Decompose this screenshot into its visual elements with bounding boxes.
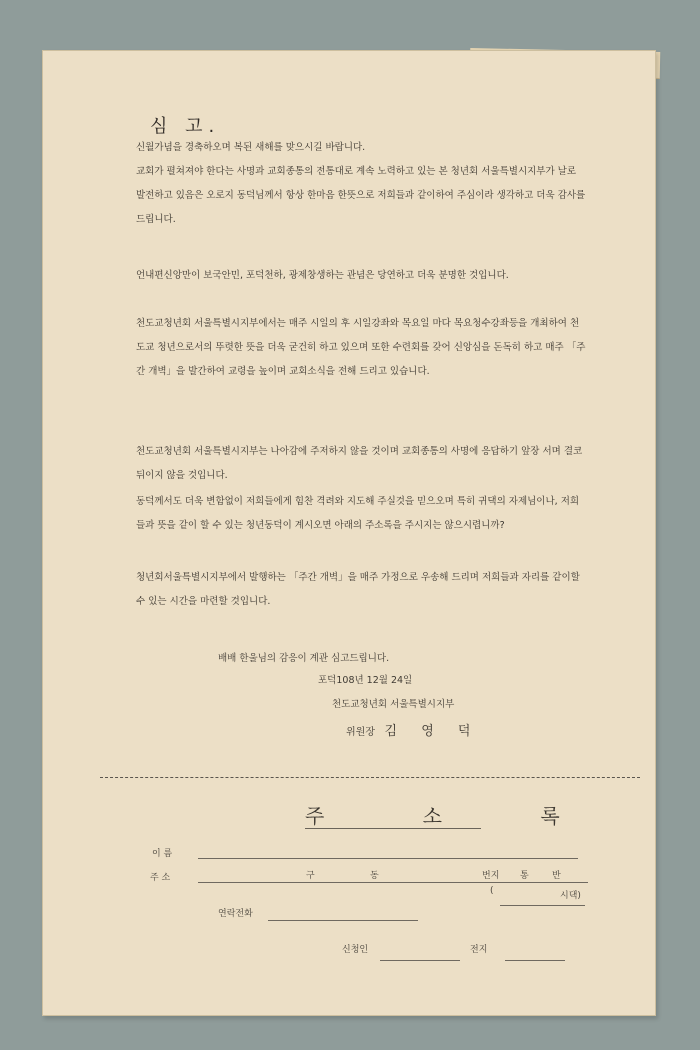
paragraph-6: 동덕께서도 더욱 변함없이 저희들에게 힘찬 격려와 지도해 주실것을 믿으오며 특히 귀댁의 자제님이나, 저희들과 뜻을 같이 할 수 있는 청년동덕이 계시오면 아래의 주소록을 주시지는 않으시렵니까? (136, 496, 580, 531)
chair-title: 위원장 (346, 727, 375, 738)
letter-title: 심 고. (150, 116, 221, 137)
paragraph-4: 천도교청년회 서울특별시지부에서는 매주 시일의 후 시일강좌와 목요일 마다 목요청수강좌등을 개최하여 천도교 청년으로서의 뚜렷한 뜻을 더욱 굳건히 하고 있으며 또한 수련회를 갖어 신앙심을 돈독히 하고 매주 「주간 개벽」을 발간하여 교령을 높이며 교회소식을 전해 드리고 있습니다. (136, 318, 586, 377)
jeonji-label: 전지 (470, 945, 488, 955)
title-underline (305, 828, 481, 829)
dong-label: 동 (370, 871, 379, 881)
address-form-title: 주 소 록 (305, 804, 606, 828)
phone-label: 연락전화 (218, 909, 253, 919)
paragraph-5: 천도교청년회 서울특별시지부는 나아감에 주저하지 않을 것이며 교회종통의 사명에 응답하기 앞장 서며 결코 뒤이지 않을 것입니다. (136, 446, 583, 481)
address-label: 주 소 (150, 873, 171, 883)
gu-label: 구 (306, 871, 315, 881)
sidaek-label: 시댁) (560, 891, 581, 901)
letter-date: 포덕108년 12월 24일 (318, 675, 413, 686)
paragraph-3: 언내편신앙만이 보국안민, 포덕천하, 광제창생하는 관념은 당연하고 더욱 분명한 것입니다. (136, 270, 509, 281)
name-label: 이 름 (152, 849, 173, 859)
tong-label: 통 (520, 871, 529, 881)
paragraph-1: 신월가념을 경축하오며 복된 새해를 맞으시길 바랍니다. (136, 142, 366, 153)
applicant-label: 신청인 (342, 945, 369, 955)
address-field[interactable] (198, 882, 588, 883)
applicant-field[interactable] (380, 960, 460, 961)
paragraph-2: 교회가 펼쳐져야 한다는 사명과 교회종통의 전통대로 계속 노력하고 있는 본 청년회 서울특별시지부가 날로 발전하고 있음은 오로지 동덕님께서 항상 한마음 한뜻으로 저희들과 같이하여 주심이라 생각하고 더욱 감사를 드립니다. (136, 166, 586, 225)
organization-name: 천도교청년회 서울특별시지부 (332, 699, 455, 710)
name-field[interactable] (198, 858, 578, 859)
sidaek-field[interactable] (500, 905, 585, 906)
phone-field[interactable] (268, 920, 418, 921)
paren-open: ( (490, 886, 494, 896)
chair-name: 김 영 덕 (384, 724, 481, 739)
chair-signature (346, 720, 480, 739)
cut-line (100, 777, 640, 778)
beonji-label: 번지 (482, 871, 500, 881)
ban-label: 반 (552, 871, 561, 881)
paragraph-7: 청년회서울특별시지부에서 발행하는 「주간 개벽」을 매주 가정으로 우송해 드리며 저희들과 자리를 같이할 수 있는 시간을 마련할 것입니다. (136, 572, 580, 607)
closing-line: 배배 한울님의 감응이 계관 심고드립니다. (218, 653, 390, 664)
jeonji-field[interactable] (505, 960, 565, 961)
